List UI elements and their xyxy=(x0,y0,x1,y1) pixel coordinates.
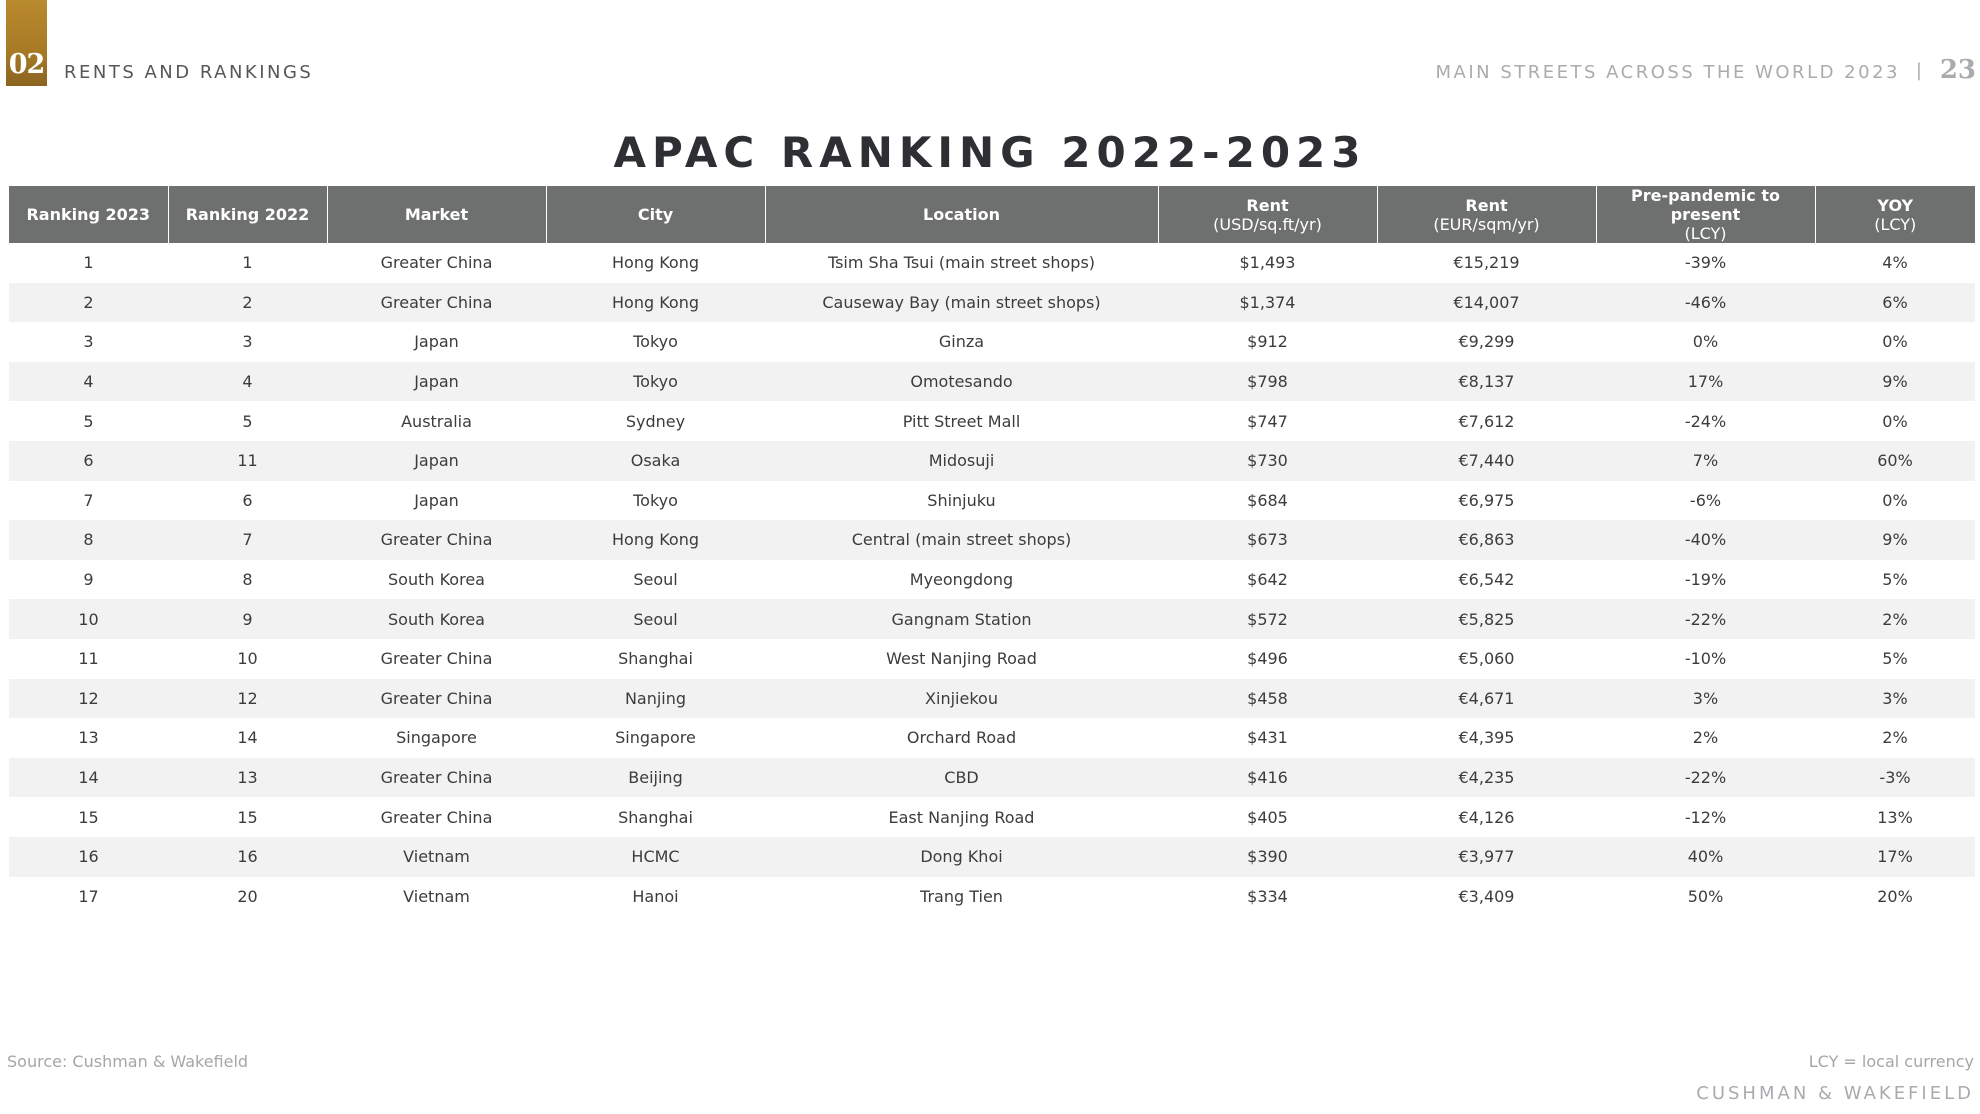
cell-ranking-2022: 7 xyxy=(168,520,327,560)
cell-ranking-2022: 5 xyxy=(242,411,253,431)
cell-ranking-2023: 11 xyxy=(78,649,99,669)
cell-pre-pandemic-change: 2% xyxy=(1692,728,1719,748)
cell-ranking-2022: 12 xyxy=(168,679,327,719)
table-row xyxy=(9,441,1975,481)
cell-ranking-2023: 17 xyxy=(78,886,99,906)
cell-pre-pandemic-change: -12% xyxy=(1684,807,1727,827)
page-title: APAC RANKING 2022-2023 xyxy=(613,128,1367,177)
cell-location: Ginza xyxy=(938,332,985,352)
table-row xyxy=(9,283,1975,323)
cell-ranking-2023: 16 xyxy=(9,837,168,877)
cell-rent-eur: €7,612 xyxy=(1458,411,1515,431)
cell-rent-eur: €14,007 xyxy=(1377,283,1596,323)
cell-ranking-2022: 9 xyxy=(168,599,327,639)
cell-ranking-2023: 15 xyxy=(78,807,99,827)
table-row xyxy=(9,481,1975,521)
cell-rent-eur: €5,060 xyxy=(1458,649,1515,669)
section-number: 02 xyxy=(8,49,45,80)
column-header-label: City xyxy=(637,205,674,224)
cell-yoy-change: 5% xyxy=(1882,649,1908,669)
cell-rent-eur: €5,825 xyxy=(1377,599,1596,639)
column-header-label: Pre-pandemic to present xyxy=(1631,186,1780,224)
cell-yoy-change: 13% xyxy=(1877,807,1913,827)
cell-rent-usd: $642 xyxy=(1247,570,1288,590)
cell-city: Hong Kong xyxy=(546,283,765,323)
cell-location: Central (main street shops) xyxy=(765,520,1158,560)
cell-location: Trang Tien xyxy=(920,886,1003,906)
header-separator: | xyxy=(1915,60,1922,81)
cell-rent-usd: $458 xyxy=(1158,679,1377,719)
cell-ranking-2023: 3 xyxy=(83,332,94,352)
cell-pre-pandemic-change: -19% xyxy=(1684,570,1727,590)
cell-market: Japan xyxy=(414,332,459,352)
report-title: MAIN STREETS ACROSS THE WORLD 2023 xyxy=(1435,62,1900,83)
table-row xyxy=(9,639,1975,679)
cell-yoy-change: 0% xyxy=(1882,411,1908,431)
cell-ranking-2022: 3 xyxy=(242,332,253,352)
cell-market: Vietnam xyxy=(327,837,546,877)
cell-location: Causeway Bay (main street shops) xyxy=(765,283,1158,323)
cell-pre-pandemic-change: -24% xyxy=(1684,411,1727,431)
table-row xyxy=(9,243,1975,283)
cell-ranking-2022: 16 xyxy=(168,837,327,877)
cell-rent-usd: $496 xyxy=(1247,649,1288,669)
cell-city: Hong Kong xyxy=(546,520,765,560)
cell-city: Sydney xyxy=(625,411,686,431)
column-header-label: Rent xyxy=(1465,195,1508,215)
cell-rent-usd: $673 xyxy=(1158,520,1377,560)
cell-location: Shinjuku xyxy=(927,490,996,510)
cell-market: Greater China xyxy=(380,253,493,273)
cell-ranking-2023: 8 xyxy=(9,520,168,560)
cell-yoy-change: 3% xyxy=(1815,679,1975,719)
cell-yoy-change: 2% xyxy=(1882,728,1908,748)
cell-ranking-2023: 9 xyxy=(83,570,94,590)
cell-pre-pandemic-change: -40% xyxy=(1596,520,1815,560)
cell-city: Singapore xyxy=(615,728,696,748)
cell-city: Tokyo xyxy=(546,362,765,402)
cell-market: Greater China xyxy=(327,283,546,323)
cell-yoy-change: 9% xyxy=(1815,520,1975,560)
cell-ranking-2023: 7 xyxy=(83,490,94,510)
cell-market: South Korea xyxy=(327,599,546,639)
cell-city: Beijing xyxy=(546,758,765,798)
column-header-unit: (LCY) xyxy=(1684,224,1727,243)
currency-note: LCY = local currency xyxy=(1808,1052,1974,1071)
cell-location: Midosuji xyxy=(765,441,1158,481)
cell-city: Seoul xyxy=(633,570,678,590)
brand-wordmark: CUSHMAN & WAKEFIELD xyxy=(1696,1083,1974,1104)
cell-rent-eur: €3,977 xyxy=(1377,837,1596,877)
cell-city: Nanjing xyxy=(546,679,765,719)
cell-ranking-2022: 13 xyxy=(168,758,327,798)
column-header-label: Location xyxy=(923,205,1000,224)
source-note: Source: Cushman & Wakefield xyxy=(7,1052,249,1071)
cell-pre-pandemic-change: -10% xyxy=(1684,649,1727,669)
table-row xyxy=(9,401,1975,441)
page-number: 23 xyxy=(1939,55,1976,85)
cell-location: CBD xyxy=(765,758,1158,798)
cell-rent-eur: €8,137 xyxy=(1377,362,1596,402)
table-row xyxy=(9,837,1975,877)
cell-pre-pandemic-change: 3% xyxy=(1596,679,1815,719)
column-header-label: YOY xyxy=(1877,195,1914,215)
cell-rent-usd: $405 xyxy=(1247,807,1288,827)
cell-pre-pandemic-change: 40% xyxy=(1596,837,1815,877)
cell-rent-usd: $1,374 xyxy=(1158,283,1377,323)
column-header-location xyxy=(765,186,1158,243)
cell-city: Hanoi xyxy=(632,886,679,906)
cell-ranking-2023: 4 xyxy=(9,362,168,402)
cell-rent-usd: $912 xyxy=(1247,332,1288,352)
section-badge xyxy=(6,0,47,86)
cell-city: Shanghai xyxy=(618,649,693,669)
table-body xyxy=(9,243,1975,916)
cell-location: Tsim Sha Tsui (main street shops) xyxy=(827,253,1096,273)
cell-city: Hong Kong xyxy=(612,253,699,273)
cell-rent-usd: $684 xyxy=(1247,490,1288,510)
section-title: RENTS AND RANKINGS xyxy=(64,62,314,83)
cell-ranking-2022: 1 xyxy=(242,253,253,273)
column-header-rent-usd xyxy=(1158,186,1377,243)
cell-city: HCMC xyxy=(546,837,765,877)
cell-rent-eur: €6,975 xyxy=(1458,490,1515,510)
cell-market: Greater China xyxy=(380,807,493,827)
cell-ranking-2023: 10 xyxy=(9,599,168,639)
table-row xyxy=(9,758,1975,798)
cell-location: Myeongdong xyxy=(909,570,1014,590)
cell-rent-usd: $334 xyxy=(1247,886,1288,906)
table-row xyxy=(9,797,1975,837)
table-row xyxy=(9,560,1975,600)
cell-rent-eur: €7,440 xyxy=(1377,441,1596,481)
column-header-label: Market xyxy=(404,205,469,224)
column-header-rent-eur xyxy=(1377,186,1596,243)
cell-city: Shanghai xyxy=(618,807,693,827)
cell-market: Japan xyxy=(327,362,546,402)
cell-ranking-2022: 14 xyxy=(237,728,258,748)
cell-rent-eur: €4,395 xyxy=(1458,728,1515,748)
cell-yoy-change: 6% xyxy=(1815,283,1975,323)
cell-market: Singapore xyxy=(396,728,477,748)
cell-rent-eur: €6,542 xyxy=(1458,570,1515,590)
cell-ranking-2022: 6 xyxy=(242,490,253,510)
cell-yoy-change: -3% xyxy=(1815,758,1975,798)
cell-market: Greater China xyxy=(327,758,546,798)
cell-pre-pandemic-change: 0% xyxy=(1692,332,1719,352)
cell-yoy-change: 0% xyxy=(1882,332,1908,352)
cell-rent-usd: $572 xyxy=(1158,599,1377,639)
cell-pre-pandemic-change: -46% xyxy=(1596,283,1815,323)
cell-yoy-change: 20% xyxy=(1877,886,1913,906)
cell-city: Tokyo xyxy=(633,332,678,352)
cell-rent-usd: $1,493 xyxy=(1239,253,1296,273)
cell-market: Greater China xyxy=(327,520,546,560)
table-row xyxy=(9,679,1975,719)
table-row xyxy=(9,877,1975,917)
cell-location: Dong Khoi xyxy=(765,837,1158,877)
column-header-label: Rent xyxy=(1246,195,1289,215)
cell-ranking-2022: 11 xyxy=(168,441,327,481)
cell-rent-eur: €3,409 xyxy=(1458,886,1515,906)
cell-rent-eur: €4,126 xyxy=(1458,807,1515,827)
cell-location: Xinjiekou xyxy=(765,679,1158,719)
cell-pre-pandemic-change: 17% xyxy=(1596,362,1815,402)
cell-yoy-change: 5% xyxy=(1882,570,1908,590)
cell-yoy-change: 9% xyxy=(1815,362,1975,402)
cell-pre-pandemic-change: -39% xyxy=(1684,253,1727,273)
cell-city: Tokyo xyxy=(633,490,678,510)
cell-city: Seoul xyxy=(546,599,765,639)
cell-rent-eur: €9,299 xyxy=(1458,332,1515,352)
cell-market: Vietnam xyxy=(403,886,470,906)
column-header-market xyxy=(327,186,546,243)
cell-location: East Nanjing Road xyxy=(888,807,1035,827)
cell-market: South Korea xyxy=(388,570,485,590)
cell-ranking-2022: 8 xyxy=(242,570,253,590)
cell-yoy-change: 17% xyxy=(1815,837,1975,877)
table-row xyxy=(9,362,1975,402)
cell-ranking-2023: 13 xyxy=(78,728,99,748)
cell-market: Japan xyxy=(327,441,546,481)
cell-rent-usd: $798 xyxy=(1158,362,1377,402)
cell-market: Japan xyxy=(414,490,459,510)
table-row xyxy=(9,322,1975,362)
column-header-yoy-change xyxy=(1815,186,1975,243)
cell-ranking-2022: 4 xyxy=(168,362,327,402)
column-header-label: Ranking 2022 xyxy=(185,205,310,224)
cell-rent-eur: €6,863 xyxy=(1377,520,1596,560)
column-header-label: Ranking 2023 xyxy=(26,205,151,224)
cell-market: Australia xyxy=(401,411,472,431)
cell-location: Orchard Road xyxy=(906,728,1017,748)
cell-rent-usd: $431 xyxy=(1247,728,1288,748)
cell-rent-eur: €4,235 xyxy=(1377,758,1596,798)
cell-rent-eur: €4,671 xyxy=(1377,679,1596,719)
cell-ranking-2023: 1 xyxy=(83,253,94,273)
cell-ranking-2023: 2 xyxy=(9,283,168,323)
cell-pre-pandemic-change: 7% xyxy=(1596,441,1815,481)
cell-market: Greater China xyxy=(327,679,546,719)
column-header-unit: (LCY) xyxy=(1874,214,1917,234)
cell-pre-pandemic-change: -22% xyxy=(1596,758,1815,798)
cell-market: Greater China xyxy=(380,649,493,669)
table-row xyxy=(9,520,1975,560)
cell-yoy-change: 4% xyxy=(1882,253,1908,273)
column-header-ranking-2022 xyxy=(168,186,327,243)
cell-ranking-2023: 5 xyxy=(83,411,94,431)
cell-ranking-2023: 6 xyxy=(9,441,168,481)
table-header-row xyxy=(9,186,1975,243)
cell-ranking-2022: 10 xyxy=(237,649,258,669)
table-row xyxy=(9,599,1975,639)
cell-rent-usd: $730 xyxy=(1158,441,1377,481)
cell-rent-usd: $390 xyxy=(1158,837,1377,877)
cell-location: Gangnam Station xyxy=(765,599,1158,639)
cell-ranking-2022: 2 xyxy=(168,283,327,323)
column-header-pre-pandemic-change xyxy=(1596,186,1815,243)
cell-location: Pitt Street Mall xyxy=(902,411,1021,431)
cell-location: West Nanjing Road xyxy=(886,649,1037,669)
cell-yoy-change: 2% xyxy=(1815,599,1975,639)
cell-pre-pandemic-change: -6% xyxy=(1689,490,1722,510)
cell-yoy-change: 60% xyxy=(1815,441,1975,481)
cell-pre-pandemic-change: 50% xyxy=(1687,886,1724,906)
column-header-unit: (USD/sq.ft/yr) xyxy=(1213,214,1322,234)
cell-ranking-2022: 20 xyxy=(237,886,258,906)
column-header-city xyxy=(546,186,765,243)
cell-ranking-2022: 15 xyxy=(237,807,258,827)
cell-rent-usd: $416 xyxy=(1158,758,1377,798)
table-row xyxy=(9,718,1975,758)
column-header-unit: (EUR/sqm/yr) xyxy=(1433,214,1540,234)
cell-city: Osaka xyxy=(546,441,765,481)
cell-yoy-change: 0% xyxy=(1882,490,1908,510)
ranking-table xyxy=(9,186,1975,916)
column-header-ranking-2023 xyxy=(9,186,168,243)
cell-ranking-2023: 12 xyxy=(9,679,168,719)
cell-ranking-2023: 14 xyxy=(9,758,168,798)
cell-pre-pandemic-change: -22% xyxy=(1596,599,1815,639)
cell-location: Omotesando xyxy=(765,362,1158,402)
cell-rent-eur: €15,219 xyxy=(1453,253,1520,273)
cell-rent-usd: $747 xyxy=(1247,411,1288,431)
